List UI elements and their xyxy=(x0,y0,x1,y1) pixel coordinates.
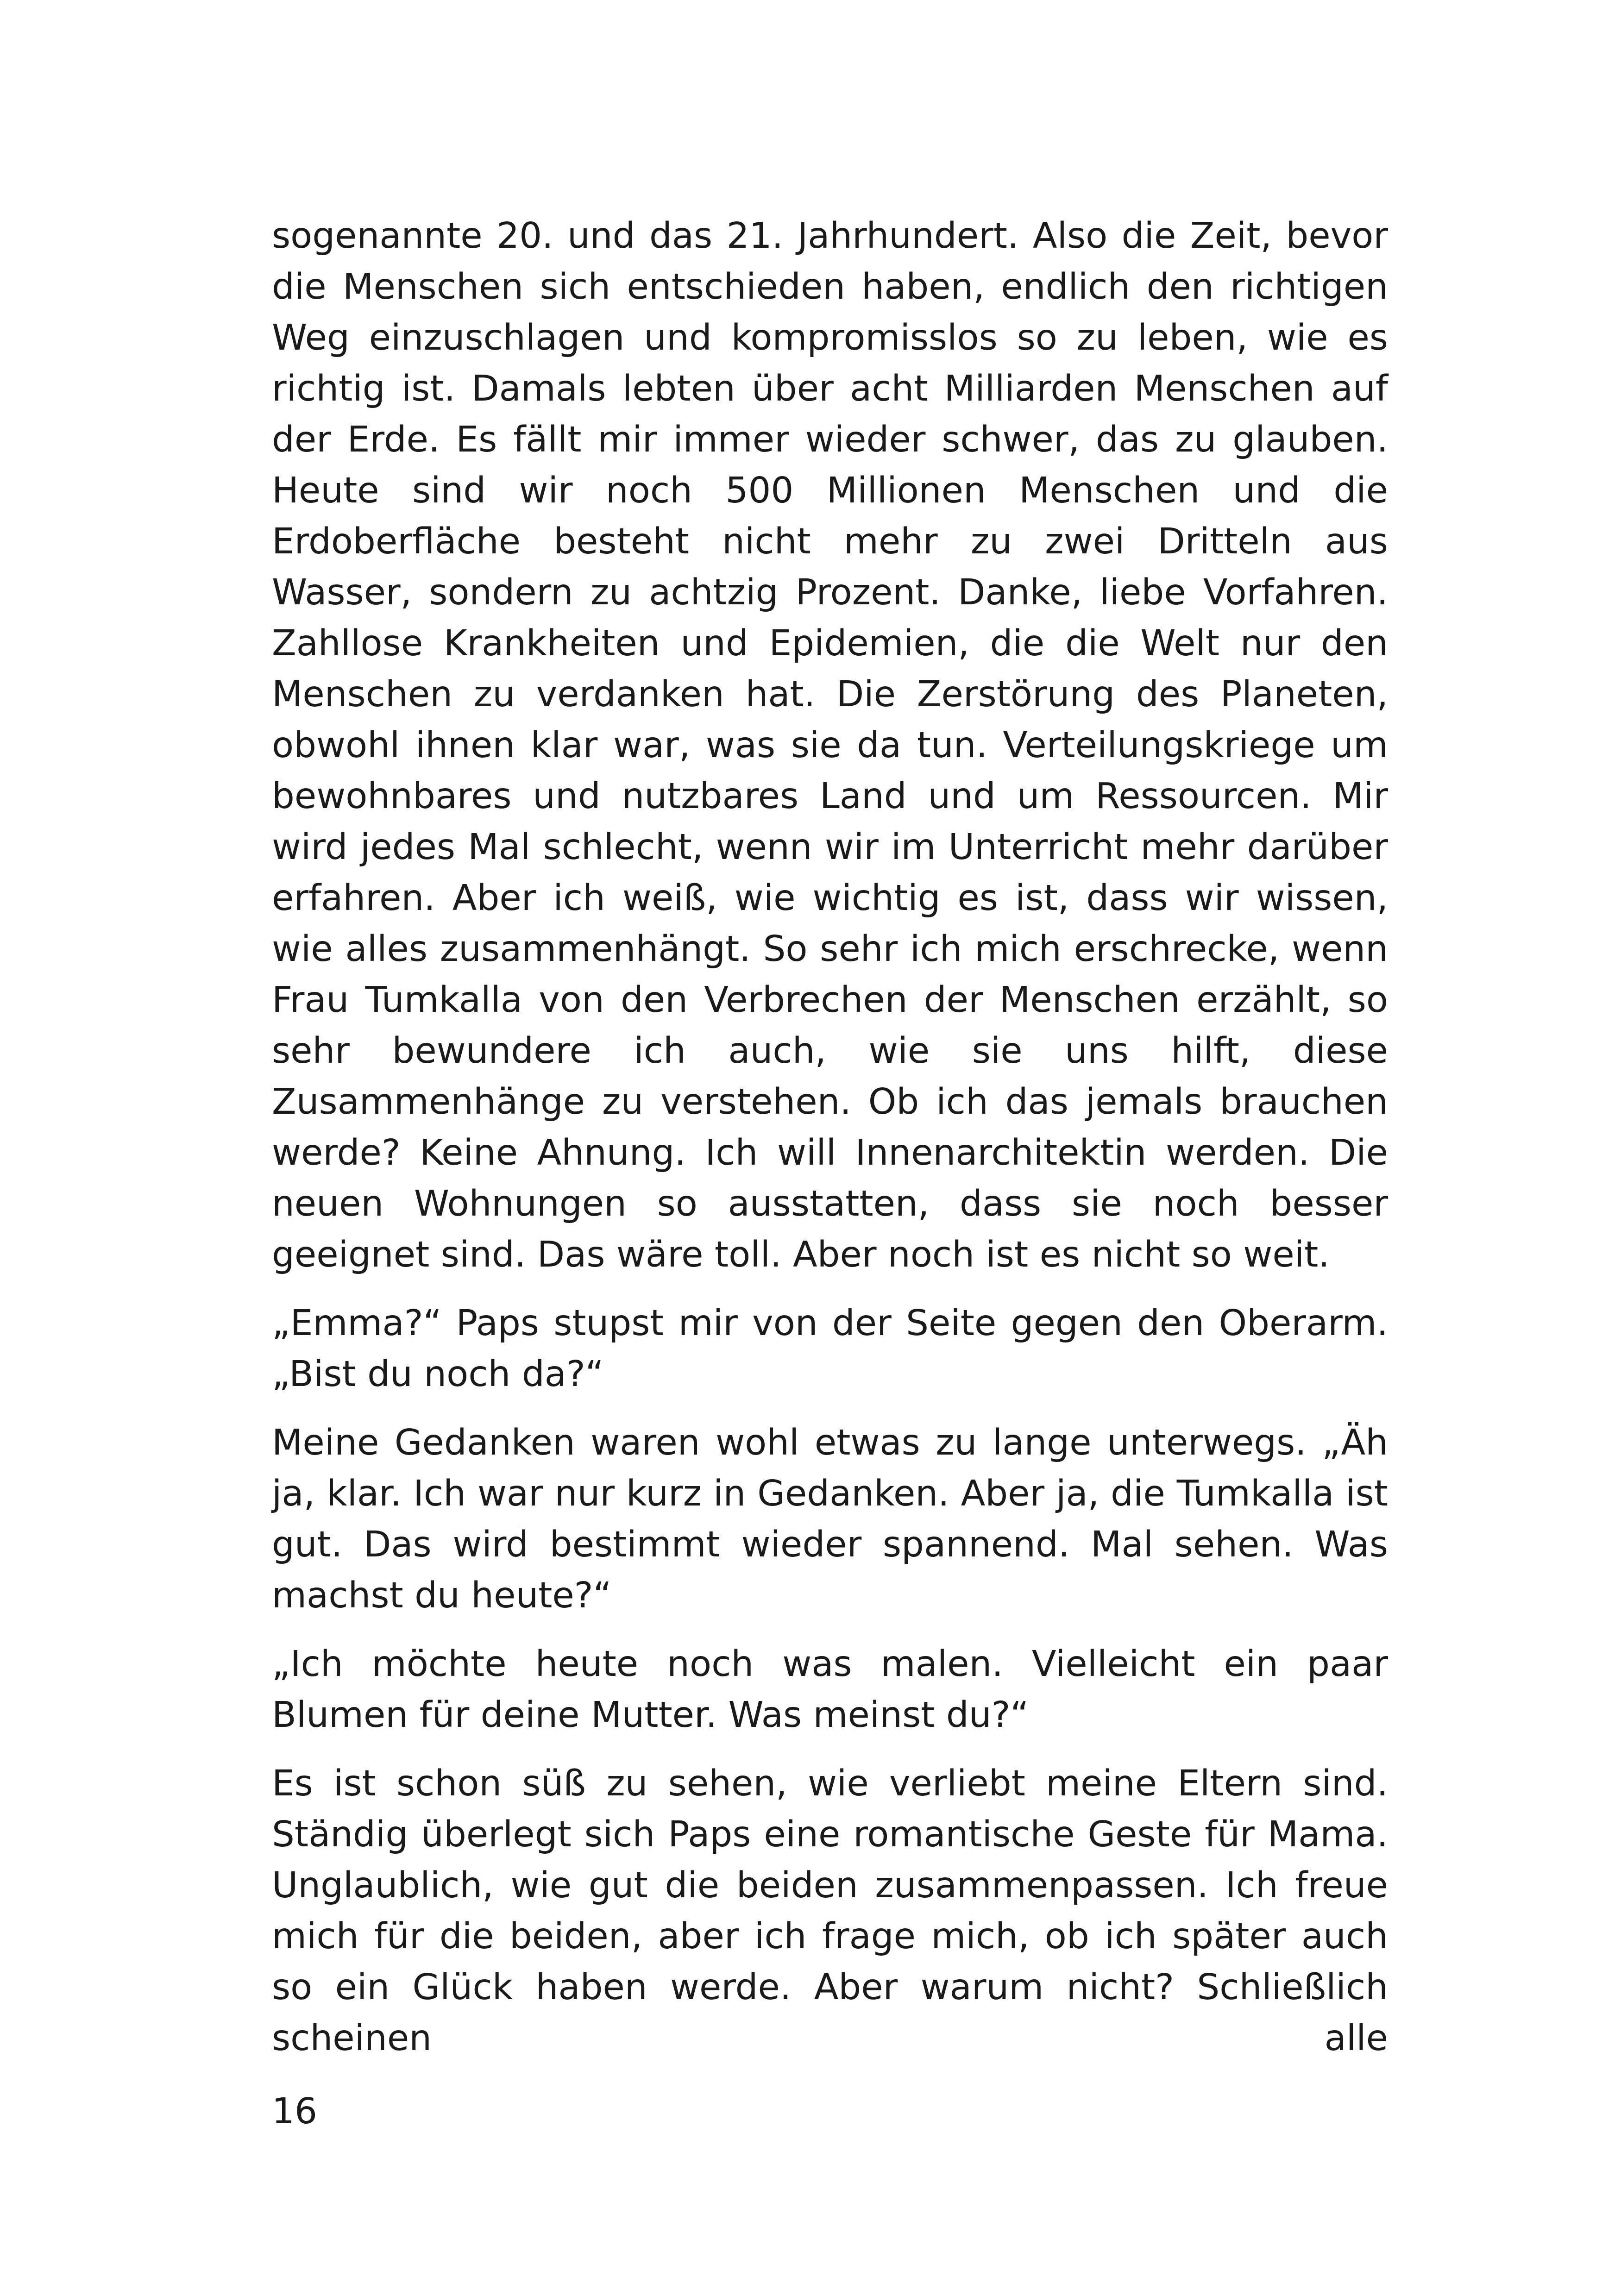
body-text xyxy=(272,211,1388,2082)
paragraph-3: Meine Gedanken waren wohl etwas zu lange unterwegs. „Äh ja, klar. Ich war nur kurz in Gedanken. Aber ja, die Tumkalla ist gut. Das wird bestimmt wieder spannend. Mal sehen. Was machst du heute?“ xyxy=(272,1422,1388,1616)
paragraph-4: „Ich möchte heute noch was malen. Vielleicht ein paar Blumen für deine Mutter. Was meinst du?“ xyxy=(272,1644,1388,1736)
paragraph-2: „Emma?“ Paps stupst mir von der Seite gegen den Oberarm. „Bist du noch da?“ xyxy=(272,1303,1388,1395)
page-number: 16 xyxy=(272,2091,317,2132)
paragraph-1: sogenannte 20. und das 21. Jahrhundert. Also die Zeit, bevor die Menschen sich entschieden haben, endlich den richtigen Weg einzuschlagen und kompromisslos so zu leben, wie es richtig ist. Damals lebten über acht Milliarden Menschen auf der Erde. Es fällt mir immer wieder schwer, das zu glauben. Heute sind wir noch 500 Millionen Menschen und die Erdoberfläche besteht nicht mehr zu zwei Dritteln aus Wasser, sondern zu achtzig Prozent. Danke, liebe Vorfahren. Zahllose Krankheiten und Epidemien, die die Welt nur den Menschen zu verdanken hat. Die Zerstörung des Planeten, obwohl ihnen klar war, was sie da tun. Verteilungskriege um bewohnbares und nutzbares Land und um Ressourcen. Mir wird jedes Mal schlecht, wenn wir im Unterricht mehr darüber erfahren. Aber ich weiß, wie wichtig es ist, dass wir wissen, wie alles zusammenhängt. So sehr ich mich erschrecke, wenn Frau Tumkalla von den Verbrechen der Menschen erzählt, so sehr bewundere ich auch, wie sie uns hilft, diese Zusammenhänge zu verstehen. Ob ich das jemals brauchen werde? Keine Ahnung. Ich will Innenarchitektin werden. Die neuen Wohnungen so ausstatten, dass sie noch besser geeignet sind. Das wäre toll. Aber noch ist es nicht so weit. xyxy=(272,215,1388,1275)
paragraph-5: Es ist schon süß zu sehen, wie verliebt meine Eltern sind. Ständig überlegt sich Paps eine romantische Geste für Mama. Unglaublich, wie gut die beiden zusammenpassen. Ich freue mich für die beiden, aber ich frage mich, ob ich später auch so ein Glück haben werde. Aber warum nicht? Schließlich scheinen alle xyxy=(272,1763,1388,2059)
